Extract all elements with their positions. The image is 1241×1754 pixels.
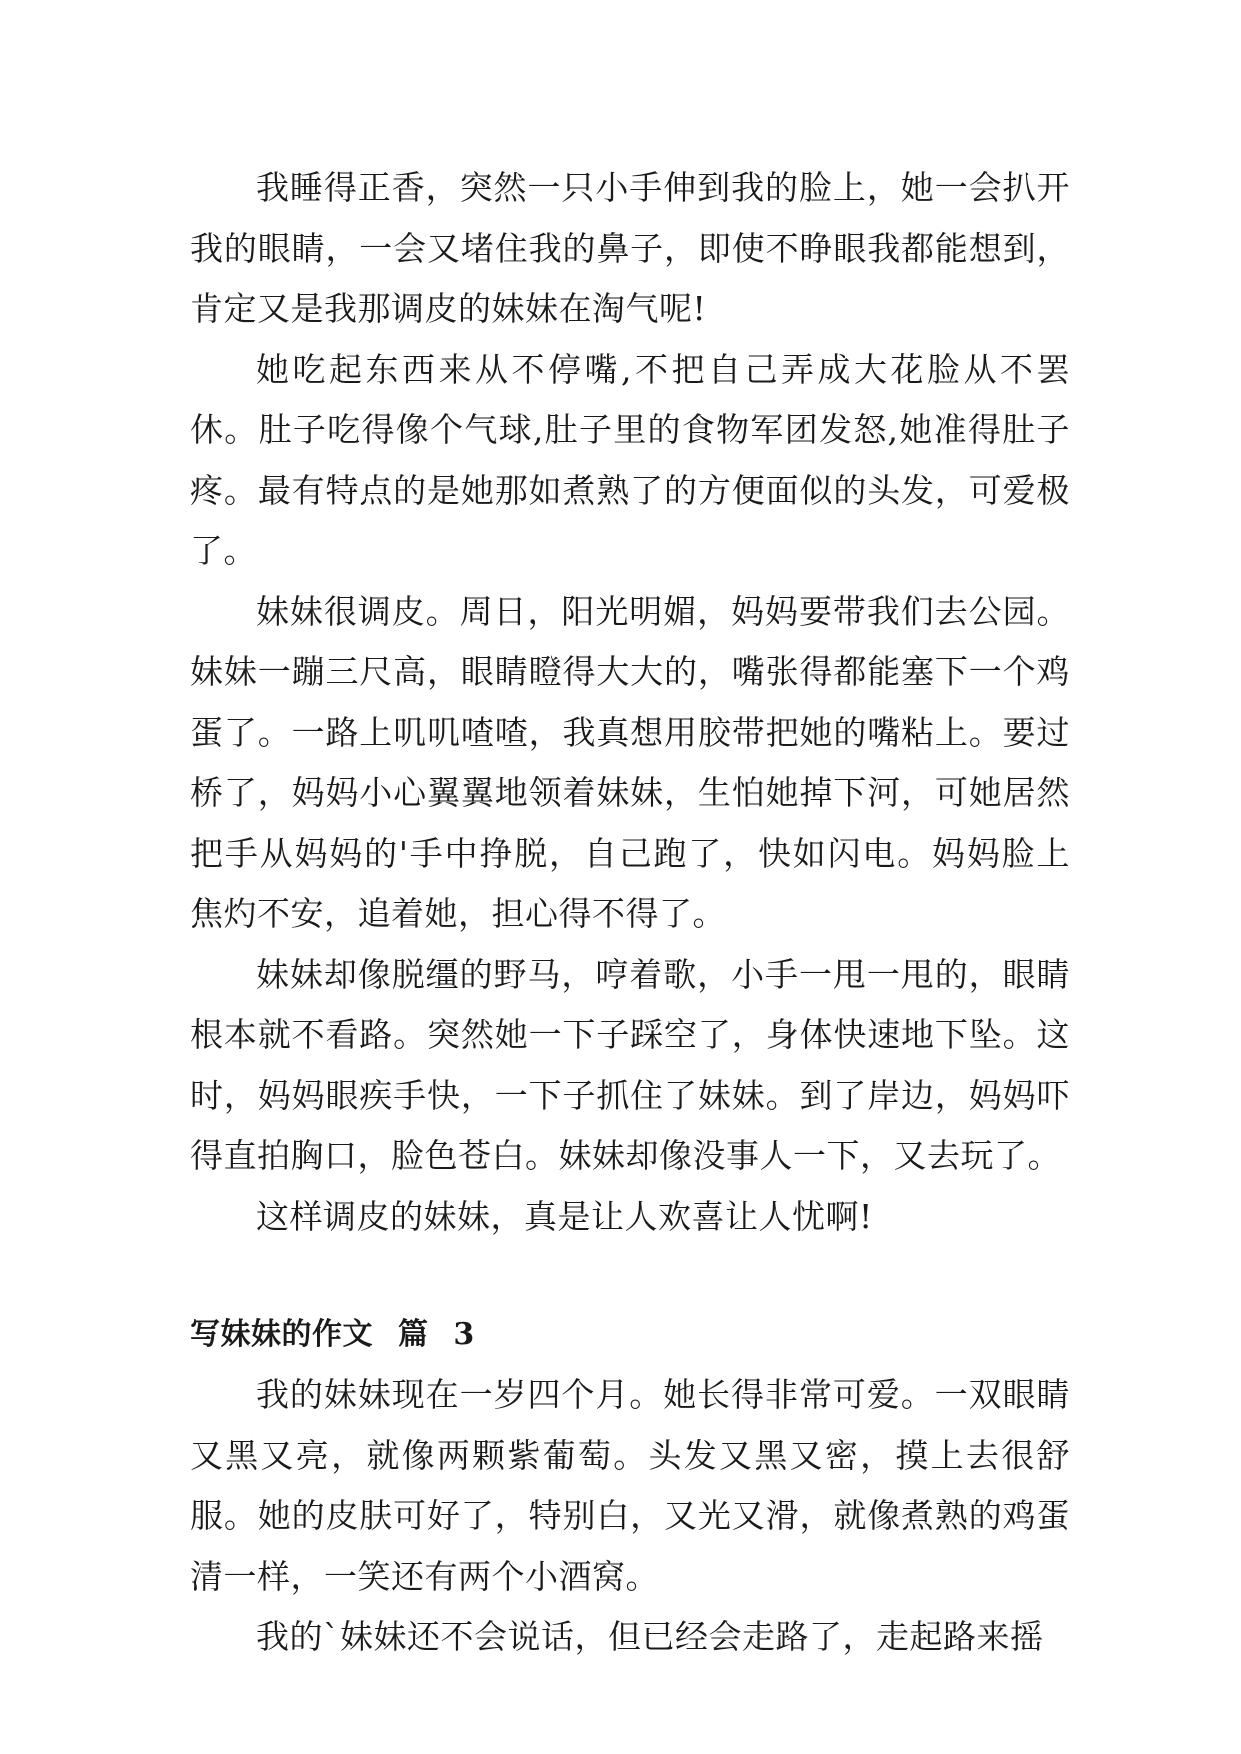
paragraph: 这样调皮的妹妹，真是让人欢喜让人忧啊! [256,1196,873,1236]
paragraph: 妹妹很调皮。周日，阳光明媚，妈妈要带我们去公园。妹妹一蹦三尺高，眼睛瞪得大大的，嘴张得都能塞下一个鸡蛋了。一路上叽叽喳喳，我真想用胶带把她的嘴粘上。要过桥了，妈妈小心翼翼地领着妹妹，生怕她掉下河，可她居然把手从妈妈的'手中挣脱，自己跑了，快如闪电。妈妈脸上焦灼不安，追着她，担心得不得了。 [190,591,1070,933]
section-heading: 写妹妹的作文 篇 3 [190,1317,475,1352]
paragraph: 妹妹却像脱缰的野马，哼着歌，小手一甩一甩的，眼睛根本就不看路。突然她一下子踩空了，身体快速地下坠。这时，妈妈眼疾手快，一下子抓住了妹妹。到了岸边，妈妈吓得直拍胸口，脸色苍白。妹妹却像没事人一下，又去玩了。 [190,954,1070,1175]
document-page [190,158,1070,1668]
paragraph: 我的妹妹现在一岁四个月。她长得非常可爱。一双眼睛又黑又亮，就像两颗紫葡萄。头发又黑又密，摸上去很舒服。她的皮肤可好了，特别白，又光又滑，就像煮熟的鸡蛋清一样，一笑还有两个小酒窝。 [190,1375,1070,1596]
paragraph: 她吃起东西来从不停嘴,不把自己弄成大花脸从不罢休。肚子吃得像个气球,肚子里的食物军团发怒,她准得肚子疼。最有特点的是她那如煮熟了的方便面似的头发，可爱极了。 [190,349,1070,570]
paragraph: 我睡得正香，突然一只小手伸到我的脸上，她一会扒开我的眼睛，一会又堵住我的鼻子，即使不睁眼我都能想到，肯定又是我那调皮的妹妹在淘气呢! [190,168,1070,328]
paragraph: 我的`妹妹还不会说话，但已经会走路了，走起路来摇 [256,1617,1044,1656]
